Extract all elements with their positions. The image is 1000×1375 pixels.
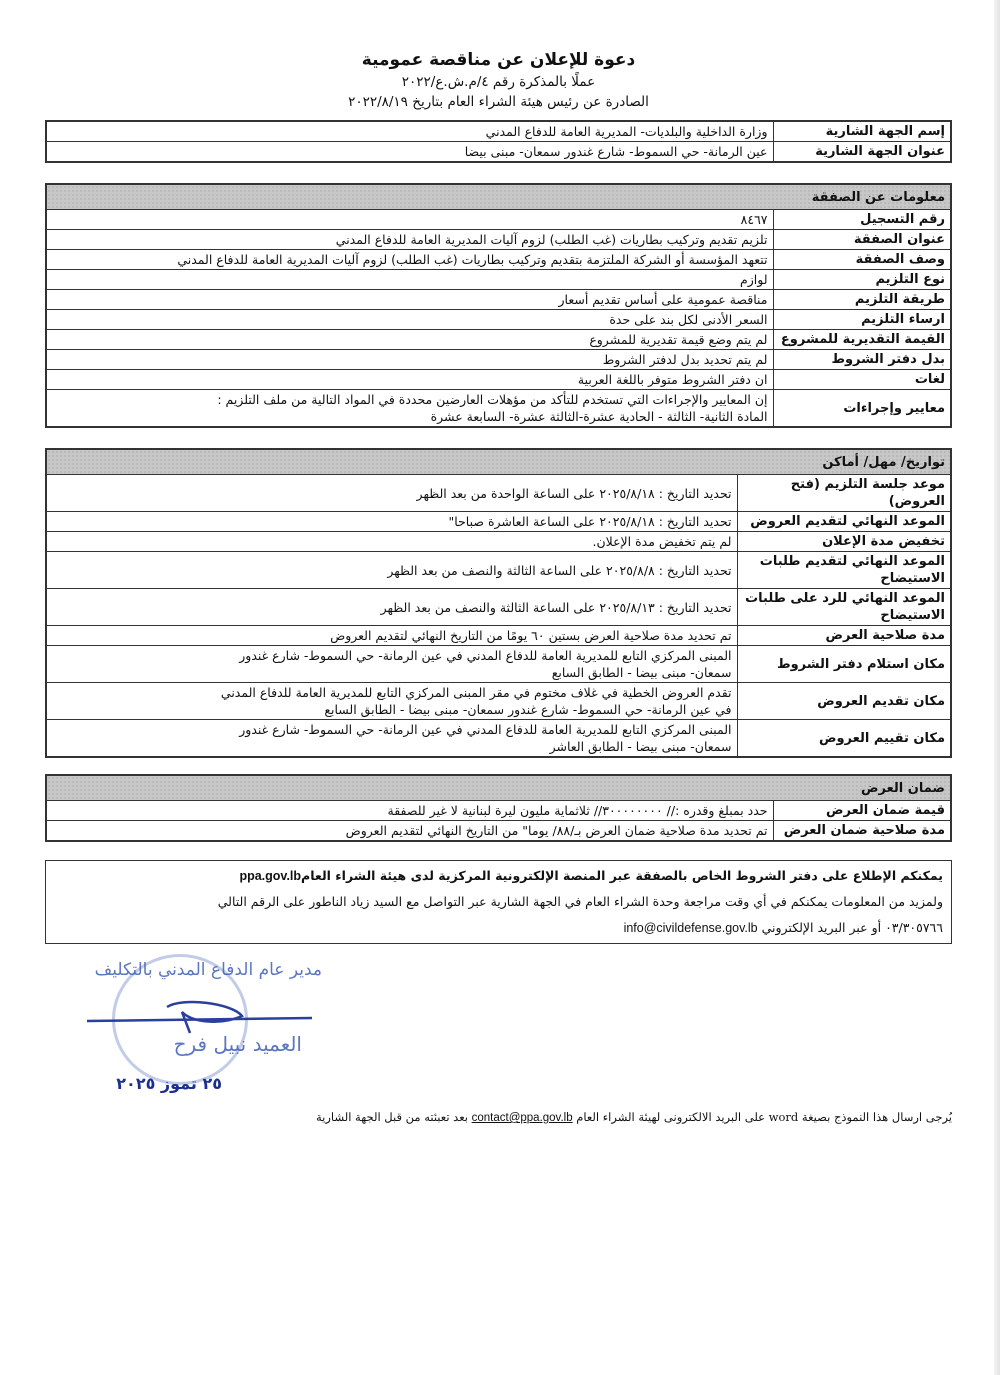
table-row <box>46 230 951 250</box>
row-label: تخفيض مدة الإعلان <box>737 532 951 552</box>
row-value: ان دفتر الشروط متوفر باللغة العربية <box>46 370 773 390</box>
page-edge <box>994 0 1000 1375</box>
row-value: مناقصة عمومية على أساس تقديم أسعار <box>46 290 773 310</box>
row-label: رقم التسجيل <box>773 210 951 230</box>
table-row <box>46 475 951 512</box>
phone-number: ٠٣/٣٠٥٧٦٦ <box>885 920 943 935</box>
issue-statement: الصادرة عن رئيس هيئة الشراء العام بتاريخ ٢٠٢٢/٨/١٩ <box>348 94 649 110</box>
row-value: تحديد التاريخ : ٢٠٢٥/٨/١٣ على الساعة الثالثة والنصف من بعد الظهر <box>46 589 737 626</box>
row-label: القيمة التقديرية للمشروع <box>773 330 951 350</box>
row-label: بدل دفتر الشروط <box>773 350 951 370</box>
bid-guarantee-table <box>45 774 952 842</box>
dates-deadlines-places-table <box>45 448 952 758</box>
footer-text-before: يُرجى ارسال هذا النموذج بصيغة word على البريد الالكترونى لهيئة الشراء العام <box>576 1110 952 1124</box>
row-value <box>46 683 737 720</box>
signature-date: ٢٥ تموز ٢٠٢٥ <box>116 1074 222 1093</box>
row-value: تم تحديد مدة صلاحية العرض بستين ٦٠ يومًا من التاريخ النهائي لتقديم العروض <box>46 626 737 646</box>
row-label: مكان استلام دفتر الشروط <box>737 646 951 683</box>
row-value: تلزيم تقديم وتركيب بطاريات (غب الطلب) لزوم آليات المديرية العامة للدفاع المدني <box>46 230 773 250</box>
document-header <box>45 48 952 112</box>
deal-info-table <box>45 183 952 428</box>
table-row <box>46 801 951 821</box>
info-line-phone-email <box>54 915 943 941</box>
row-label: لغات <box>773 370 951 390</box>
contact-info-box <box>45 860 952 944</box>
table-row <box>46 330 951 350</box>
section-heading: معلومات عن الصفقة <box>46 184 951 210</box>
value-line-2: في عين الرمانة- حي السموط- شارع غندور سمعان- مبنى بيضا - الطابق السابع <box>324 702 732 717</box>
signatory-name: العميد نبيل فرح <box>173 1032 302 1056</box>
row-label: قيمة ضمان العرض <box>773 801 951 821</box>
value-line-2: سمعان- مبنى بيضا - الطابق العاشر <box>549 739 732 754</box>
table-row <box>46 720 951 758</box>
table-row <box>46 683 951 720</box>
value-line-2: سمعان- مبنى بيضا - الطابق السابع <box>551 665 732 680</box>
table-row <box>46 646 951 683</box>
section-heading: ضمان العرض <box>46 775 951 801</box>
spacer <box>45 163 952 183</box>
table-row <box>46 290 951 310</box>
email-label: أو عبر البريد الإلكتروني <box>761 920 882 935</box>
table-row <box>46 121 951 142</box>
row-value: ٨٤٦٧ <box>46 210 773 230</box>
table-row <box>46 512 951 532</box>
row-label: نوع التلزيم <box>773 270 951 290</box>
row-label: موعد جلسة التلزيم (فتح العروض) <box>737 475 951 512</box>
criteria-line-1: إن المعايير والإجراءات التي تستخدم للتأكد من مؤهلات العارضين محددة في المواد التالية من ملف التلزيم : <box>217 392 768 407</box>
table-row <box>46 270 951 290</box>
email-link[interactable]: info@civildefense.gov.lb <box>623 921 758 935</box>
spacer <box>45 758 952 774</box>
value-line-1: المبنى المركزي التابع للمديرية العامة للدفاع المدني في عين الرمانة- حي السموط- شارع غندور <box>239 648 732 663</box>
table-row <box>46 350 951 370</box>
table-row <box>46 142 951 163</box>
row-label: الموعد النهائي لتقديم طلبات الاستيضاح <box>737 552 951 589</box>
table-row <box>46 310 951 330</box>
footer-email-link[interactable]: contact@ppa.gov.lb <box>471 1112 573 1124</box>
spacer <box>45 428 952 448</box>
table-row <box>46 821 951 842</box>
value-line-1: المبنى المركزي التابع للمديرية العامة للدفاع المدني في عين الرمانة- حي السموط- شارع غندور <box>239 722 732 737</box>
table-row <box>46 370 951 390</box>
row-value <box>46 720 737 758</box>
row-label: الموعد النهائي لتقديم العروض <box>737 512 951 532</box>
row-label: ارساء التلزيم <box>773 310 951 330</box>
row-value: حدد بمبلغ وقدره :// ٣٠٠٠٠٠٠٠٠// ثلاثماية مليون ليرة لبنانية لا غير للصفقة <box>46 801 773 821</box>
row-value <box>46 646 737 683</box>
table-row <box>46 589 951 626</box>
info-line-contact: ولمزيد من المعلومات يمكنكم في أي وقت مراجعة وحدة الشراء العام في الجهة الشارية عبر التواصل مع السيد زياد الناطور على الرقم التالي <box>217 894 943 909</box>
signatory-role: مدير عام الدفاع المدني بالتكليف <box>94 960 322 980</box>
row-label: مكان تقديم العروض <box>737 683 951 720</box>
signature-block <box>52 954 332 1104</box>
section-heading: تواريخ/ مهل/ أماكن <box>46 449 951 475</box>
row-value: تتعهد المؤسسة أو الشركة الملتزمة بتقديم وتركيب بطاريات (غب الطلب) لزوم آليات المديرية العامة للدفاع المدني <box>46 250 773 270</box>
criteria-line-2: المادة الثانية- الثالثة - الحادية عشرة-الثالثة عشرة- السابعة عشرة <box>430 409 768 424</box>
row-label: الموعد النهائي للرد على طلبات الاستيضاح <box>737 589 951 626</box>
table-row <box>46 210 951 230</box>
footer-text-after: بعد تعبئته من قبل الجهة الشارية <box>316 1110 468 1124</box>
row-value: لم يتم تحديد بدل لدفتر الشروط <box>46 350 773 370</box>
document-body <box>45 48 952 1124</box>
portal-link[interactable]: ppa.gov.lb <box>239 869 302 883</box>
value-line-1: تقدم العروض الخطية في غلاف مختوم في مقر المبنى المركزي التابع للمديرية العامة للدفاع المدني <box>220 685 732 700</box>
footer-note <box>45 1110 952 1124</box>
row-label: معايير وإجراءات <box>773 390 951 428</box>
entity-address-value: عين الرمانة- حي السموط- شارع غندور سمعان- مبنى بيضا <box>46 142 773 163</box>
portal-text: يمكنكم الإطلاع على دفتر الشروط الخاص بالصفقة عبر المنصة الإلكترونية المركزية لدى هيئة الشراء العام <box>301 868 943 883</box>
row-label: طريقة التلزيم <box>773 290 951 310</box>
memo-reference: عملًا بالمذكرة رقم ٤/م.ش.ع/٢٠٢٢ <box>401 74 596 90</box>
table-row <box>46 626 951 646</box>
purchasing-entity-table <box>45 120 952 163</box>
entity-name-label: إسم الجهة الشارية <box>773 121 951 142</box>
row-label: مكان تقييم العروض <box>737 720 951 758</box>
table-row <box>46 390 951 428</box>
table-row <box>46 250 951 270</box>
row-value: لوازم <box>46 270 773 290</box>
table-row <box>46 552 951 589</box>
row-value: السعر الأدنى لكل بند على حدة <box>46 310 773 330</box>
row-label: عنوان الصفقة <box>773 230 951 250</box>
entity-name-value: وزارة الداخلية والبلديات- المديرية العامة للدفاع المدني <box>46 121 773 142</box>
row-value: لم يتم تخفيض مدة الإعلان. <box>46 532 737 552</box>
row-value: تحديد التاريخ : ٢٠٢٥/٨/١٨ على الساعة الواحدة من بعد الظهر <box>46 475 737 512</box>
info-line-portal <box>54 863 943 889</box>
row-value: لم يتم وضع قيمة تقديرية للمشروع <box>46 330 773 350</box>
row-label: مدة صلاحية العرض <box>737 626 951 646</box>
row-value: تحديد التاريخ : ٢٠٢٥/٨/٨ على الساعة الثالثة والنصف من بعد الظهر <box>46 552 737 589</box>
entity-address-label: عنوان الجهة الشارية <box>773 142 951 163</box>
document-title: دعوة للإعلان عن مناقصة عمومية <box>361 50 636 70</box>
row-value: تحديد التاريخ : ٢٠٢٥/٨/١٨ على الساعة العاشرة صباحا" <box>46 512 737 532</box>
row-label: مدة صلاحية ضمان العرض <box>773 821 951 842</box>
row-value <box>46 390 773 428</box>
table-row <box>46 532 951 552</box>
row-label: وصف الصفقة <box>773 250 951 270</box>
row-value: تم تحديد مدة صلاحية ضمان العرض بـ/٨٨/ يوما" من التاريخ النهائي لتقديم العروض <box>46 821 773 842</box>
